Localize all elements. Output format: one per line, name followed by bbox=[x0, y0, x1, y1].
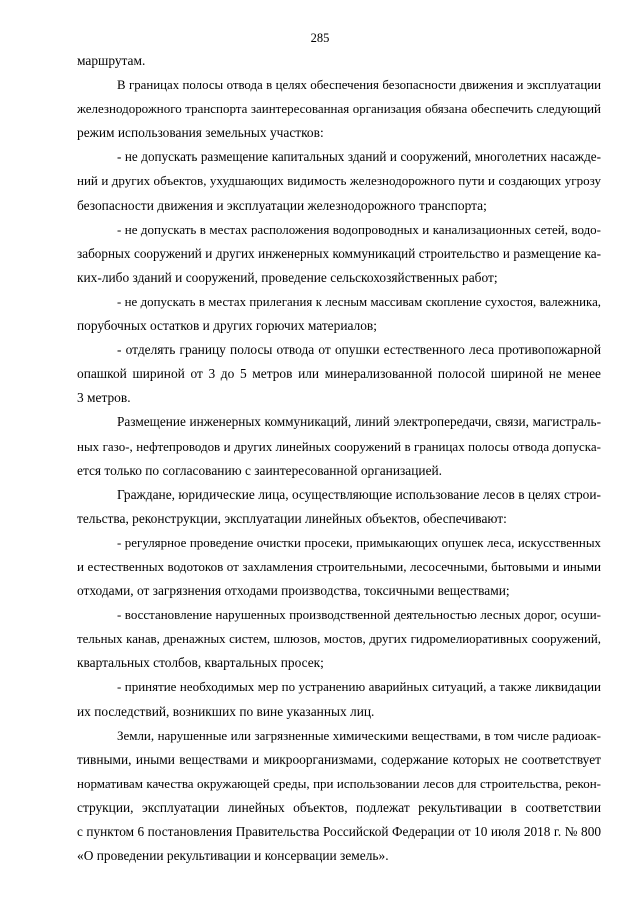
text-line: порубочных остатков и других горючих материалов; bbox=[77, 318, 377, 334]
text-line: струкции, эксплуатации линейных объектов, подлежат рекультивации в соответствии bbox=[77, 799, 601, 815]
text-line: - принятие необходимых мер по устранению аварийных ситуаций, а также ликвидации bbox=[117, 679, 601, 695]
text-line: ний и других объектов, ухудшающих видимость железнодорожного пути и создающих угрозу bbox=[77, 173, 601, 189]
text-line: опашкой шириной от 3 до 5 метров или минерализованной полосой шириной не менее bbox=[77, 366, 601, 382]
text-line: - регулярное проведение очистки просеки, примыкающих опушек леса, искусственных bbox=[117, 534, 601, 550]
page-number: 285 bbox=[310, 31, 330, 45]
text-line: 3 метров. bbox=[77, 390, 131, 406]
text-line: - отделять границу полосы отвода от опушки естественного леса противопожарной bbox=[117, 342, 601, 358]
text-line: заборных сооружений и других инженерных коммуникаций строительство и размещение ка- bbox=[77, 245, 601, 261]
text-line: железнодорожного транспорта заинтересованная организация обязана обеспечить следующий bbox=[77, 101, 601, 117]
text-line: - не допускать в местах прилегания к лесным массивам скопление сухостоя, валежника, bbox=[117, 294, 601, 309]
text-line: безопасности движения и эксплуатации железнодорожного транспорта; bbox=[77, 197, 487, 213]
text-line: их последствий, возникших по вине указанных лиц. bbox=[77, 703, 375, 719]
body-text bbox=[77, 49, 601, 868]
text-line: маршрутам. bbox=[77, 53, 146, 68]
text-line: - не допускать в местах расположения водопроводных и канализационных сетей, водо- bbox=[117, 221, 601, 237]
text-line: отходами, от загрязнения отходами производства, токсичными веществами; bbox=[77, 583, 510, 599]
text-line: тельных канав, дренажных систем, шлюзов, мостов, других гидромелиоративных сооружений, bbox=[77, 632, 601, 647]
text-line: тивными, иными веществами и микроорганизмами, содержание которых не соответствует bbox=[77, 751, 601, 767]
text-line: режим использования земельных участков: bbox=[77, 125, 324, 141]
text-line: Граждане, юридические лица, осуществляющие использование лесов в целях строи- bbox=[117, 486, 601, 502]
text-line: квартальных столбов, квартальных просек; bbox=[77, 655, 324, 671]
text-line: ется только по согласованию с заинтересованной организацией. bbox=[77, 462, 443, 478]
text-line: с пунктом 6 постановления Правительства Российской Федерации от 10 июля 2018 г. № 800 bbox=[77, 824, 601, 839]
text-line: - не допускать размещение капитальных зданий и сооружений, многолетних насажде- bbox=[117, 149, 601, 165]
text-line: В границах полосы отвода в целях обеспечения безопасности движения и эксплуатации bbox=[117, 78, 601, 93]
text-line: нормативам качества окружающей среды, при использовании лесов для строительства, рекон- bbox=[77, 775, 601, 791]
text-line: тельства, реконструкции, эксплуатации линейных объектов, обеспечивают: bbox=[77, 510, 507, 526]
text-line: ких-либо зданий и сооружений, проведение сельскохозяйственных работ; bbox=[77, 269, 498, 285]
text-line: - восстановление нарушенных производственной деятельностью лесных дорог, осуши- bbox=[117, 607, 601, 623]
text-line: ных газо-, нефтепроводов и других линейных сооружений в границах полосы отвода допуска- bbox=[77, 438, 601, 454]
text-line: и естественных водотоков от захламления строительными, лесосечными, бытовыми и иными bbox=[77, 558, 601, 574]
text-line: Земли, нарушенные или загрязненные химическими веществами, в том числе радиоак- bbox=[117, 727, 601, 743]
text-line: Размещение инженерных коммуникаций, линий электропередачи, связи, магистраль- bbox=[117, 414, 601, 430]
text-line: «О проведении рекультивации и консервации земель». bbox=[77, 848, 389, 864]
